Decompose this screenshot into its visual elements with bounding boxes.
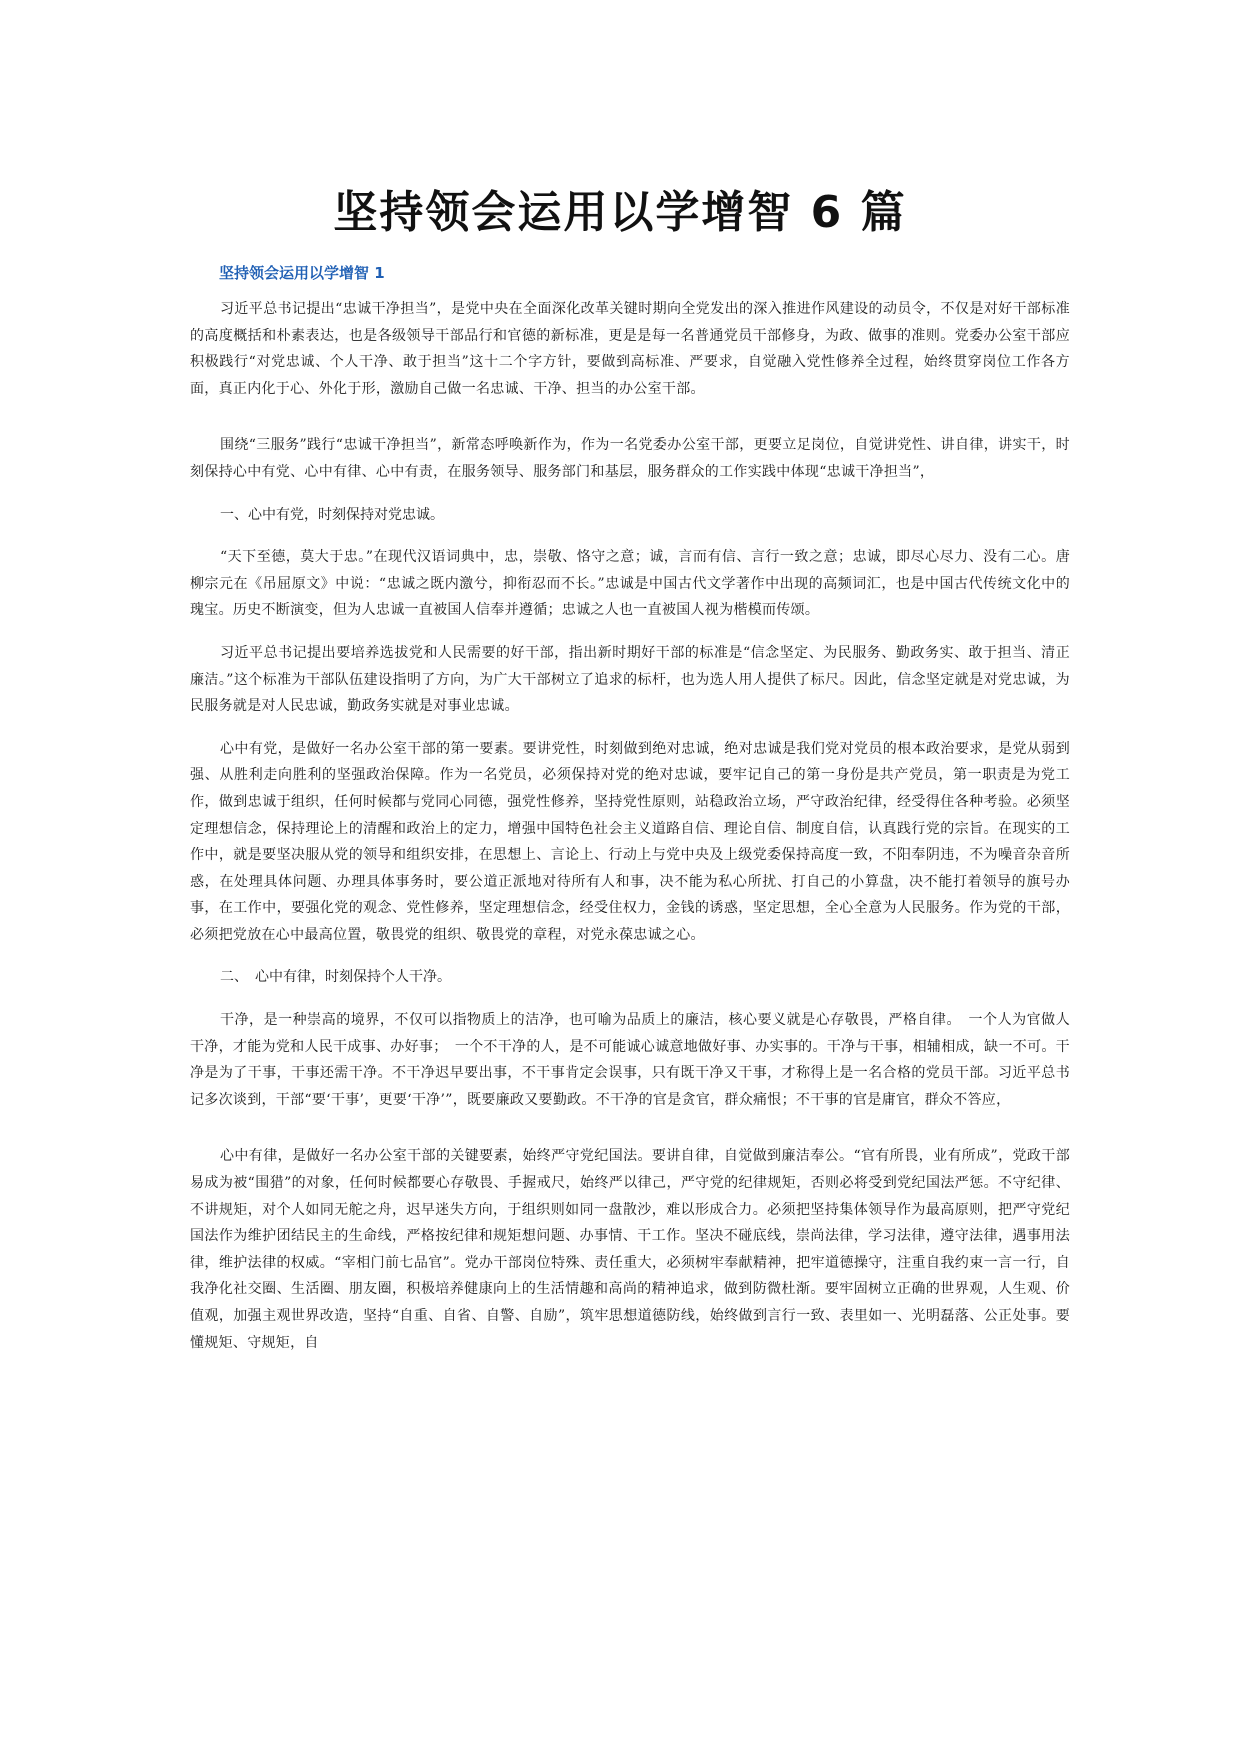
paragraph: 习近平总书记提出要培养选拔党和人民需要的好干部，指出新时期好干部的标准是“信念坚定、为民服务、勤政务实、敢于担当、清正廉洁。”这个标准为干部队伍建设指明了方向，为广大干部树立了追求的标杆，也为选人用人提供了标尺。因此，信念坚定就是对党忠诚，为民服务就是对人民忠诚，勤政务实就是对事业忠诚。 [190, 644, 1070, 715]
paragraph: “天下至德，莫大于忠。”在现代汉语词典中，忠，崇敬、恪守之意；诚，言而有信、言行一致之意；忠诚，即尽心尽力、没有二心。唐柳宗元在《吊屈原文》中说：“忠诚之既内激兮，抑衔忍而不长。”忠诚是中国古代文学著作中出现的高频词汇，也是中国古代传统文化中的瑰宝。历史不断演变，但为人忠诚一直被国人信奉并遵循；忠诚之人也一直被国人视为楷模而传颂。 [190, 549, 1070, 619]
document-title: 坚持领会运用以学增智 6 篇 [333, 187, 907, 238]
paragraph: 习近平总书记提出“忠诚干净担当”，是党中央在全面深化改革关键时期向全党发出的深入推进作风建设的动员令，不仅是对好干部标准的高度概括和朴素表达，也是各级领导干部品行和官德的新标准，更是是每一名普通党员干部修身，为政、做事的准则。党委办公室干部应积极践行“对党忠诚、个人干净、敢于担当”这十二个字方针，要做到高标准、严要求，自觉融入党性修养全过程，始终贯穿岗位工作各方面，真正内化于心、外化于形，激励自己做一名忠诚、干净、担当的办公室干部。 [190, 301, 1070, 397]
paragraph: 心中有律，是做好一名办公室干部的关键要素，始终严守党纪国法。要讲自律，自觉做到廉洁奉公。“官有所畏，业有所成”，党政干部易成为被“围猎”的对象，任何时候都要心存敬畏、手握戒尺，始终严以律己，严守党的纪律规矩，否则必将受到党纪国法严惩。不守纪律、不讲规矩，对个人如同无舵之舟，迟早迷失方向，于组织则如同一盘散沙，难以形成合力。必须把坚持集体领导作为最高原则，把严守党纪国法作为维护团结民主的生命线，严格按纪律和规矩想问题、办事情、干工作。坚决不碰底线，崇尚法律，学习法律，遵守法律，遇事用法律，维护法律的权威。“宰相门前七品官”。党办干部岗位特殊、责任重大，必须树牢奉献精神，把牢道德操守，注重自我约束一言一行，自我净化社交圈、生活圈、朋友圈，积极培养健康向上的生活情趣和高尚的精神追求，做到防微杜渐。要牢固树立正确的世界观，人生观、价值观，加强主观世界改造，坚持“自重、自省、自警、自励”，筑牢思想道德防线，始终做到言行一致、表里如一、光明磊落、公正处事。要懂规矩、守规矩，自 [190, 1148, 1070, 1351]
section-heading: 坚持领会运用以学增智 1 [219, 264, 385, 282]
paragraph: 心中有党，是做好一名办公室干部的第一要素。要讲党性，时刻做到绝对忠诚，绝对忠诚是我们党对党员的根本政治要求，是党从弱到强、从胜利走向胜利的坚强政治保障。作为一名党员，必须保持对党的绝对忠诚，要牢记自己的第一身份是共产党员，第一职责是为党工作，做到忠诚于组织，任何时候都与党同心同德，强党性修养，坚持党性原则，站稳政治立场，严守政治纪律，经受得住各种考验。必须坚定理想信念，保持理论上的清醒和政治上的定力，增强中国特色社会主义道路自信、理论自信、制度自信，认真践行党的宗旨。在现实的工作中，就是要坚决服从党的领导和组织安排，在思想上、言论上、行动上与党中央及上级党委保持高度一致，不阳奉阴违，不为噪音杂音所惑，在处理具体问题、办理具体事务时，要公道正派地对待所有人和事，决不能为私心所扰、打自己的小算盘，决不能打着领导的旗号办事，在工作中，要强化党的观念、党性修养，坚定理想信念，经受住权力，金钱的诱惑，坚定思想，全心全意为人民服务。作为党的干部，必须把党放在心中最高位置，敬畏党的组织、敬畏党的章程，对党永葆忠诚之心。 [190, 740, 1070, 943]
subheading: 一、心中有党，时刻保持对党忠诚。 [220, 506, 444, 523]
paragraph: 围绕“三服务”践行“忠诚干净担当”，新常态呼唤新作为，作为一名党委办公室干部，更要立足岗位，自觉讲党性、讲自律，讲实干，时刻保持心中有党、心中有律、心中有责，在服务领导、服务部门和基层，服务群众的工作实践中体现“忠诚干净担当”， [190, 437, 1070, 480]
document-body [190, 262, 1070, 1372]
subheading: 二、 心中有律，时刻保持个人干净。 [220, 969, 451, 986]
paragraph: 干净，是一种崇高的境界，不仅可以指物质上的洁净，也可喻为品质上的廉洁，核心要义就是心存敬畏，严格自律。 一个人为官做人干净，才能为党和人民干成事、办好事； 一个不干净的人，是不可能诚心诚意地做好事、办实事的。干净与干事，相辅相成，缺一不可。干净是为了干事，干事还需干净。不干净迟早要出事，不干事肯定会误事，只有既干净又干事，才称得上是一名合格的党员干部。习近平总书记多次谈到，干部“要‘干事’，更要‘干净’”，既要廉政又要勤政。不干净的官是贪官，群众痛恨；不干事的官是庸官，群众不答应， [190, 1012, 1070, 1108]
